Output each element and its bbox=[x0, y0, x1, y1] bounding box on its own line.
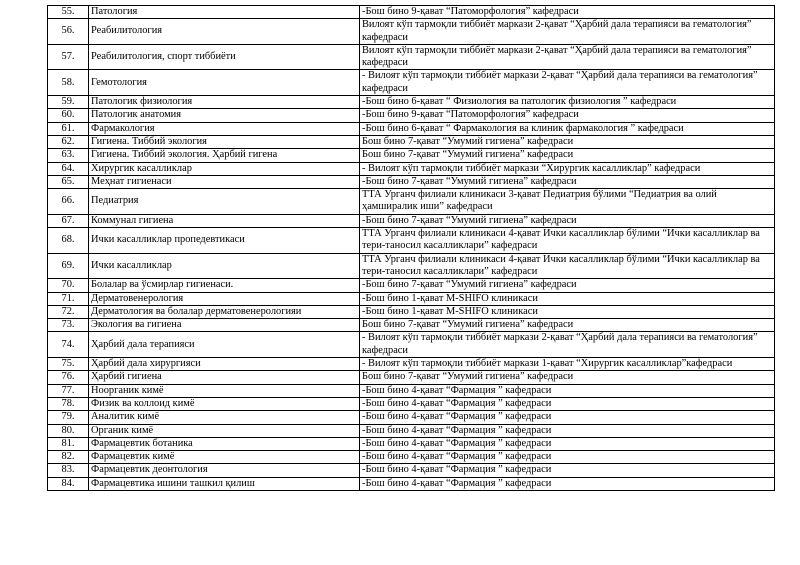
row-number: 68. bbox=[48, 228, 89, 254]
subject-name: Ҳарбий дала терапияси bbox=[89, 332, 360, 358]
department-location: -Бош бино 1-қават M-SHIFO клиникаси bbox=[360, 305, 775, 318]
row-number: 67. bbox=[48, 214, 89, 227]
subject-name: Физик ва коллоид кимё bbox=[89, 397, 360, 410]
subject-name: Фармацевтик кимё bbox=[89, 451, 360, 464]
subject-name: Ҳарбий гигиена bbox=[89, 371, 360, 384]
table-row bbox=[48, 451, 775, 464]
row-number: 81. bbox=[48, 437, 89, 450]
row-number: 78. bbox=[48, 397, 89, 410]
department-location: -Бош бино 4-қават “Фармация ” кафедраси bbox=[360, 411, 775, 424]
row-number: 69. bbox=[48, 253, 89, 279]
department-location: -Бош бино 4-қават “Фармация ” кафедраси bbox=[360, 437, 775, 450]
department-location: Вилоят кўп тармоқли тиббиёт маркази 2-қават “Ҳарбий дала терапияси ва гематология” кафедраси bbox=[360, 19, 775, 45]
row-number: 74. bbox=[48, 332, 89, 358]
table-row bbox=[48, 384, 775, 397]
department-location: -Бош бино 4-қават “Фармация ” кафедраси bbox=[360, 397, 775, 410]
subject-name: Ички касалликлар пропедевтикаси bbox=[89, 228, 360, 254]
row-number: 76. bbox=[48, 371, 89, 384]
department-location: -Бош бино 7-қават “Умумий гигиена” кафедраси bbox=[360, 175, 775, 188]
department-location: -Бош бино 6-қават “ Фармакология ва клиник фармакология ” кафедраси bbox=[360, 122, 775, 135]
row-number: 62. bbox=[48, 135, 89, 148]
subject-name: Аналитик кимё bbox=[89, 411, 360, 424]
department-location: Бош бино 7-қават “Умумий гигиена” кафедраси bbox=[360, 371, 775, 384]
subject-name: Реабилитология bbox=[89, 19, 360, 45]
row-number: 66. bbox=[48, 189, 89, 215]
table-row bbox=[48, 19, 775, 45]
subject-name: Ички касалликлар bbox=[89, 253, 360, 279]
row-number: 71. bbox=[48, 292, 89, 305]
table-row bbox=[48, 397, 775, 410]
row-number: 55. bbox=[48, 6, 89, 19]
table-row bbox=[48, 96, 775, 109]
department-location: -Бош бино 4-қават “Фармация ” кафедраси bbox=[360, 477, 775, 490]
department-location: Бош бино 7-қават “Умумий гигиена” кафедраси bbox=[360, 319, 775, 332]
department-location: Вилоят кўп тармоқли тиббиёт маркази 2-қават “Ҳарбий дала терапияси ва гематология” кафедраси bbox=[360, 44, 775, 70]
table-row bbox=[48, 411, 775, 424]
subject-name: Ноорганик кимё bbox=[89, 384, 360, 397]
table-row bbox=[48, 332, 775, 358]
table-body bbox=[48, 6, 775, 491]
department-location: - Вилоят кўп тармоқли тиббиёт маркази 1-қават “Хирургик касалликлар”кафедраси bbox=[360, 358, 775, 371]
table-row bbox=[48, 175, 775, 188]
table-row bbox=[48, 305, 775, 318]
subject-name: Дерматология ва болалар дерматовенерологияи bbox=[89, 305, 360, 318]
row-number: 60. bbox=[48, 109, 89, 122]
table-row bbox=[48, 189, 775, 215]
department-location: -Бош бино 7-қават “Умумий гигиена” кафедраси bbox=[360, 214, 775, 227]
subject-name: Фармакология bbox=[89, 122, 360, 135]
subject-name: Патологик анатомия bbox=[89, 109, 360, 122]
row-number: 63. bbox=[48, 149, 89, 162]
table-row bbox=[48, 371, 775, 384]
subject-name: Реабилитология, спорт тиббиёти bbox=[89, 44, 360, 70]
subject-name: Органик кимё bbox=[89, 424, 360, 437]
table-row bbox=[48, 464, 775, 477]
row-number: 64. bbox=[48, 162, 89, 175]
department-location: ТТА Урганч филиали клиникаси 4-қават Ички касалликлар бўлими “Ички касалликлар ва тери-таносил касалликлари” кафедраси bbox=[360, 253, 775, 279]
table-row bbox=[48, 279, 775, 292]
table-row bbox=[48, 253, 775, 279]
table-row bbox=[48, 292, 775, 305]
department-location: -Бош бино 4-қават “Фармация ” кафедраси bbox=[360, 451, 775, 464]
department-location: -Бош бино 7-қават “Умумий гигиена” кафедраси bbox=[360, 279, 775, 292]
row-number: 77. bbox=[48, 384, 89, 397]
table-row bbox=[48, 162, 775, 175]
subject-name: Патологик физиология bbox=[89, 96, 360, 109]
subject-name: Гигиена. Тиббий экология. Ҳарбий гигена bbox=[89, 149, 360, 162]
subject-name: Ҳарбий дала хирургияси bbox=[89, 358, 360, 371]
table-row bbox=[48, 109, 775, 122]
row-number: 75. bbox=[48, 358, 89, 371]
department-location: Бош бино 7-қават “Умумий гигиена” кафедраси bbox=[360, 149, 775, 162]
table-row bbox=[48, 358, 775, 371]
department-location: - Вилоят кўп тармоқли тиббиёт маркази 2-қават “Ҳарбий дала терапияси ва гематология” кафедраси bbox=[360, 70, 775, 96]
table-row bbox=[48, 214, 775, 227]
subject-name: Педиатрия bbox=[89, 189, 360, 215]
department-location: -Бош бино 4-қават “Фармация ” кафедраси bbox=[360, 464, 775, 477]
subject-name: Экология ва гигиена bbox=[89, 319, 360, 332]
table-row bbox=[48, 319, 775, 332]
subject-name: Коммунал гигиена bbox=[89, 214, 360, 227]
row-number: 70. bbox=[48, 279, 89, 292]
table-row bbox=[48, 437, 775, 450]
department-location: ТТА Урганч филиали клиникаси 3-қават Педиатрия бўлими “Педиатрия ва олий ҳамширалик иши” кафедраси bbox=[360, 189, 775, 215]
row-number: 83. bbox=[48, 464, 89, 477]
row-number: 57. bbox=[48, 44, 89, 70]
table-row bbox=[48, 149, 775, 162]
row-number: 59. bbox=[48, 96, 89, 109]
row-number: 56. bbox=[48, 19, 89, 45]
subject-name: Гемотология bbox=[89, 70, 360, 96]
department-location: -Бош бино 4-қават “Фармация ” кафедраси bbox=[360, 384, 775, 397]
department-location: -Бош бино 9-қават “Патоморфология” кафедраси bbox=[360, 109, 775, 122]
subject-name: Патология bbox=[89, 6, 360, 19]
subject-name: Фармацевтика ишини ташкил қилиш bbox=[89, 477, 360, 490]
table-row bbox=[48, 6, 775, 19]
department-location: -Бош бино 4-қават “Фармация ” кафедраси bbox=[360, 424, 775, 437]
table-row bbox=[48, 135, 775, 148]
table-row bbox=[48, 228, 775, 254]
table-row bbox=[48, 424, 775, 437]
department-location: Бош бино 7-қават “Умумий гигиена” кафедраси bbox=[360, 135, 775, 148]
document-table bbox=[47, 5, 775, 491]
department-location: -Бош бино 6-қават “ Физиология ва патологик физиология ” кафедраси bbox=[360, 96, 775, 109]
row-number: 65. bbox=[48, 175, 89, 188]
row-number: 84. bbox=[48, 477, 89, 490]
row-number: 82. bbox=[48, 451, 89, 464]
department-location: -Бош бино 1-қават M-SHIFO клиникаси bbox=[360, 292, 775, 305]
row-number: 58. bbox=[48, 70, 89, 96]
table-row bbox=[48, 477, 775, 490]
department-location: - Вилоят кўп тармоқли тиббиёт маркази 2-қават “Ҳарбий дала терапияси ва гематология” кафедраси bbox=[360, 332, 775, 358]
table-row bbox=[48, 122, 775, 135]
subject-name: Фармацевтик ботаника bbox=[89, 437, 360, 450]
row-number: 72. bbox=[48, 305, 89, 318]
subject-name: Дерматовенерология bbox=[89, 292, 360, 305]
subject-name: Гигиена. Тиббий экология bbox=[89, 135, 360, 148]
subject-name: Хирургик касалликлар bbox=[89, 162, 360, 175]
department-location: - Вилоят кўп тармоқли тиббиёт маркази “Хирургик касалликлар” кафедраси bbox=[360, 162, 775, 175]
row-number: 61. bbox=[48, 122, 89, 135]
subject-name: Меҳнат гигиенаси bbox=[89, 175, 360, 188]
table-row bbox=[48, 70, 775, 96]
subject-name: Болалар ва ўсмирлар гигиенаси. bbox=[89, 279, 360, 292]
row-number: 80. bbox=[48, 424, 89, 437]
department-location: ТТА Урганч филиали клиникаси 4-қават Ички касалликлар бўлими “Ички касалликлар ва тери-таносил касалликлари” кафедраси bbox=[360, 228, 775, 254]
subject-name: Фармацевтик деонтология bbox=[89, 464, 360, 477]
department-location: -Бош бино 9-қават “Патоморфология” кафедраси bbox=[360, 6, 775, 19]
row-number: 73. bbox=[48, 319, 89, 332]
table-row bbox=[48, 44, 775, 70]
row-number: 79. bbox=[48, 411, 89, 424]
